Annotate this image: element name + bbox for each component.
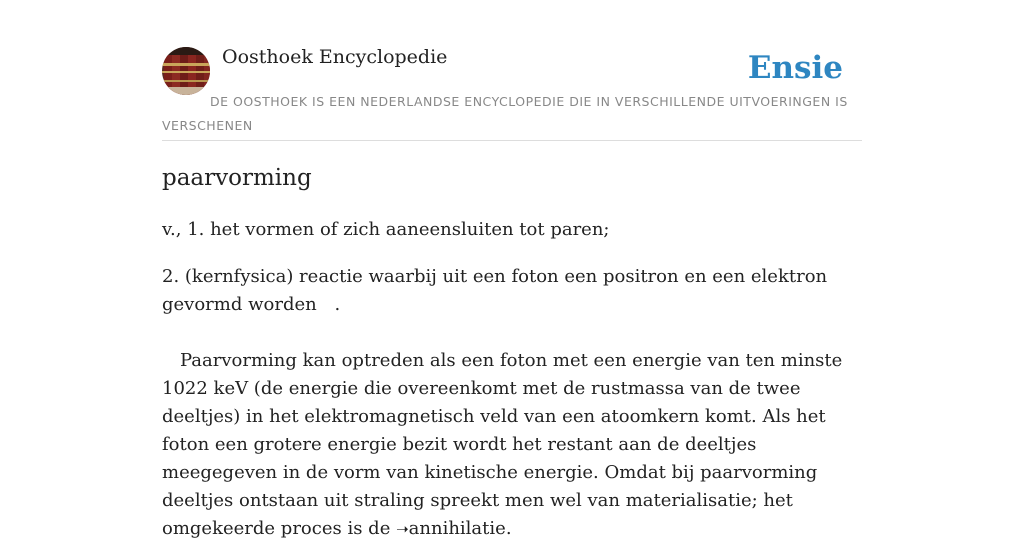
- definition-2: [162, 263, 862, 319]
- entry-paragraph: [162, 347, 862, 543]
- definition-1: v., 1. het vormen of zich aaneensluiten tot paren;: [162, 219, 610, 240]
- entry-title: paarvorming: [162, 165, 312, 191]
- definition-2-text: 2. (kernfysica) reactie waarbij uit een foton een positron en een elektron gevormd worden: [162, 266, 828, 315]
- site-tagline: DE OOSTHOEK IS EEN NEDERLANDSE ENCYCLOPEDIE DIE IN VERSCHILLENDE UITVOERINGEN IS VERSCHENEN: [162, 94, 848, 133]
- avatar[interactable]: [162, 47, 210, 95]
- brand-logo[interactable]: Ensie: [747, 50, 843, 86]
- entry-content: [162, 160, 862, 543]
- site-header: [162, 46, 862, 141]
- link-arrow-icon: ➝: [396, 520, 409, 538]
- annihilatie-link[interactable]: annihilatie: [408, 518, 506, 539]
- paragraph-end: .: [505, 518, 512, 539]
- encyclopedia-books-icon: [162, 47, 210, 95]
- definition-2-end: .: [334, 294, 341, 315]
- paragraph-text: Paarvorming kan optreden als een foton met een energie van ten minste 1022 keV (de energie die overeenkomt met de rustmassa van de twee deeltjes) in het elektromagnetisch veld van een atoomkern komt. Als het foton een grotere energie bezit wordt het restant aan de deeltjes meegegeven in de vorm van kinetische energie. Omdat bij paarvorming deeltjes ontstaan uit straling spreekt men wel van materialisatie; het omgekeerde proces is de: [162, 350, 843, 539]
- site-name[interactable]: Oosthoek Encyclopedie: [222, 46, 448, 68]
